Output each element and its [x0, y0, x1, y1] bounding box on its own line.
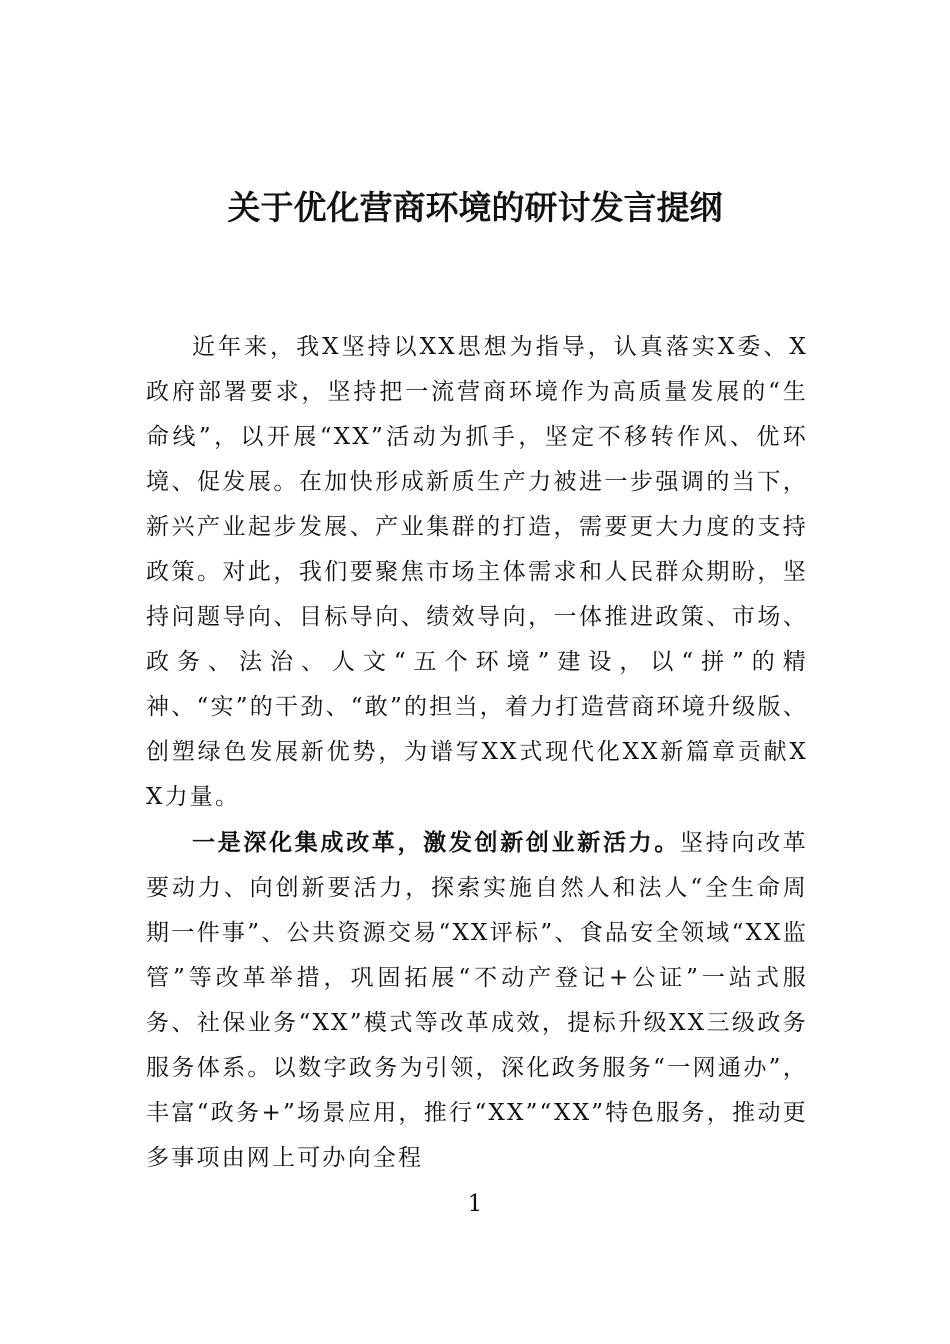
paragraph-intro-text: 近年来，我X坚持以XX思想为指导，认真落实X委、X政府部署要求，坚持把一流营商环境作为高质量发展的“生命线”，以开展“XX”活动为抓手，坚定不移转作风、优环境、促发展。在加快形成新质生产力被进一步强调的当下，新兴产业起步发展、产业集群的打造，需要更大力度的支持政策。对此，我们要聚焦市场主体需求和人民群众期盼，坚持问题导向、目标导向、绩效导向，一体推进政策、市场、政务、法治、人文“五个环境”建设，以“拼”的精神、“实”的干劲、“敢”的担当，着力打造营商环境升级版、创塑绿色发展新优势，为谱写XX式现代化XX新篇章贡献XX力量。	[146, 334, 808, 810]
paragraph-point-one-text: 坚持向改革要动力、向创新要活力，探索实施自然人和法人“全生命周期一件事”、公共资源交易“XX评标”、食品安全领域“XX监管”等改革举措，巩固拓展“不动产登记+公证”一站式服务、社保业务“XX”模式等改革成效，提标升级XX三级政务服务体系。以数字政务为引领，深化政务服务“一网通办”，丰富“政务+”场景应用，推行“XX”“XX”特色服务，推动更多事项由网上可办向全程	[146, 830, 808, 1171]
document-body	[146, 325, 808, 1181]
document-title: 关于优化营商环境的研讨发言提纲	[227, 188, 723, 227]
page-number: 1	[467, 1191, 483, 1217]
paragraph-intro	[146, 325, 808, 820]
paragraph-point-one	[146, 820, 808, 1181]
paragraph-point-one-heading: 一是深化集成改革，激发创新创业新活力。	[192, 829, 681, 856]
